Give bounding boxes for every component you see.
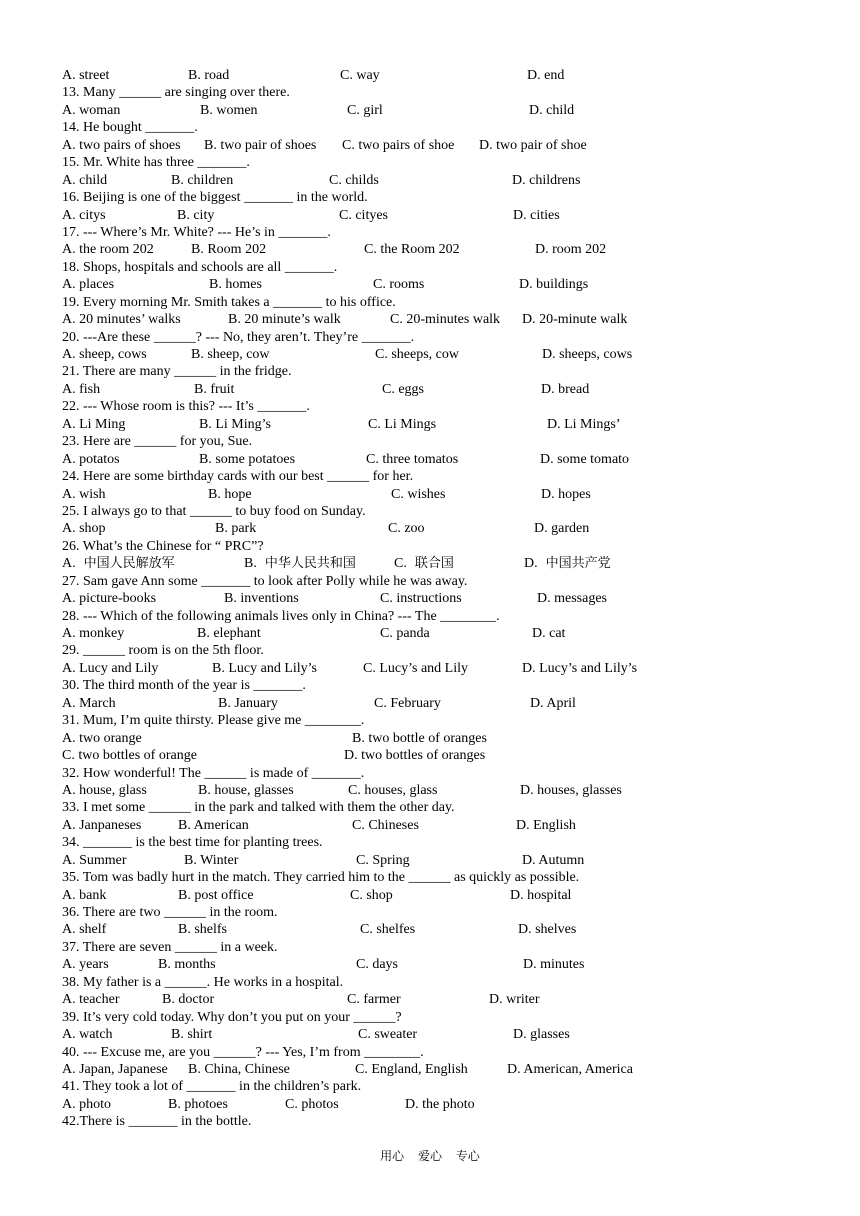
answer-option: D. Lucy’s and Lily’s xyxy=(522,660,638,676)
answer-option: B. sheep, cow xyxy=(191,347,270,362)
answer-option: A. bank xyxy=(62,887,107,903)
answer-options xyxy=(62,991,822,1008)
option-letter: C. xyxy=(394,556,407,572)
question-stem xyxy=(62,259,822,276)
answer-option: A. watch xyxy=(62,1027,113,1043)
answer-option: D. hospital xyxy=(510,887,572,903)
question-stem xyxy=(62,398,822,415)
question-stem xyxy=(62,608,822,625)
answer-options xyxy=(62,590,822,607)
option-text: 联合国 xyxy=(414,556,454,572)
question-text: 14. He bought _______. xyxy=(62,120,198,136)
answer-option: B. Lucy and Lily’s xyxy=(212,660,317,676)
answer-option: B. Li Ming’s xyxy=(199,416,271,432)
answer-option: D. two pair of shoe xyxy=(479,137,587,153)
answer-option: C. rooms xyxy=(373,277,425,293)
answer-options xyxy=(62,1026,822,1043)
answer-option: D. writer xyxy=(489,992,540,1008)
question-text: 41. They took a lot of _______ in the children’s park. xyxy=(62,1079,362,1095)
question-stem xyxy=(62,765,822,782)
question-text: 39. It’s very cold today. Why don’t you put on your ______? xyxy=(62,1009,402,1025)
question-text: 15. Mr. White has three _______. xyxy=(62,155,250,171)
question-text: 28. --- Which of the following animals lives only in China? --- The ________. xyxy=(62,608,500,624)
answer-option: D. American, America xyxy=(507,1061,633,1077)
question-text: 21. There are many ______ in the fridge. xyxy=(62,364,292,380)
answer-option: B. road xyxy=(188,68,230,83)
answer-option xyxy=(244,555,356,572)
answer-option: C. photos xyxy=(285,1096,339,1112)
option-text: 中国共产党 xyxy=(545,556,611,572)
answer-option: D. 20-minute walk xyxy=(522,312,628,328)
question-text: 40. --- Excuse me, are you ______? --- Yes, I’m from ________. xyxy=(62,1044,424,1060)
answer-options xyxy=(62,276,822,293)
answer-option: C. England, English xyxy=(355,1061,468,1077)
answer-option: B. city xyxy=(177,207,215,223)
answer-option: A. places xyxy=(62,277,115,293)
answer-options xyxy=(62,416,822,433)
answer-option: A. shop xyxy=(62,521,106,537)
answer-option: C. wishes xyxy=(391,486,446,502)
question-stem xyxy=(62,538,822,555)
answer-option: B. months xyxy=(158,957,216,973)
question-text: 20. ---Are these ______? --- No, they aren’t. They’re _______. xyxy=(62,329,415,345)
answer-option: A. shelf xyxy=(62,922,107,938)
answer-option: D. April xyxy=(530,695,576,711)
question-text: 26. What’s the Chinese for “ PRC”? xyxy=(62,538,264,554)
answer-option: D. cat xyxy=(532,626,566,641)
answer-option: D. English xyxy=(516,817,576,833)
option-letter: A. xyxy=(62,556,76,572)
answer-option: B. post office xyxy=(178,887,254,903)
question-stem xyxy=(62,119,822,136)
answer-option: D. glasses xyxy=(513,1027,570,1043)
answer-options xyxy=(62,1096,822,1113)
question-stem xyxy=(62,468,822,485)
answer-options xyxy=(62,887,822,904)
answer-option: C. two bottles of orange xyxy=(62,748,197,764)
answer-option: B. Room 202 xyxy=(191,242,267,258)
answer-option: A. fish xyxy=(62,381,101,397)
answer-option: A. street xyxy=(62,68,110,83)
answer-option: C. girl xyxy=(347,102,383,118)
answer-option: A. citys xyxy=(62,207,106,223)
answer-option: C. sweater xyxy=(358,1027,418,1043)
answer-option: D. childrens xyxy=(512,172,581,188)
answer-options xyxy=(62,486,822,503)
answer-option: D. garden xyxy=(534,521,590,537)
answer-option: C. eggs xyxy=(382,381,424,397)
question-stem xyxy=(62,224,822,241)
question-stem xyxy=(62,329,822,346)
question-text: 38. My father is a ______. He works in a hospital. xyxy=(62,974,344,990)
question-stem xyxy=(62,1009,822,1026)
question-stem xyxy=(62,503,822,520)
answer-option: B. hope xyxy=(208,486,252,502)
question-stem xyxy=(62,939,822,956)
answer-option: A. March xyxy=(62,695,116,711)
answer-option: C. shop xyxy=(350,887,393,903)
question-text: 36. There are two ______ in the room. xyxy=(62,905,278,920)
answer-option: A. house, glass xyxy=(62,782,147,798)
answer-option xyxy=(524,555,611,572)
answer-option: B. doctor xyxy=(162,992,215,1008)
question-stem xyxy=(62,904,822,921)
answer-option: C. way xyxy=(340,68,380,83)
answer-options xyxy=(62,311,822,328)
answer-option: D. shelves xyxy=(518,922,577,938)
question-text: 25. I always go to that ______ to buy food on Sunday. xyxy=(62,503,366,519)
answer-option: B. American xyxy=(178,817,249,833)
question-stem xyxy=(62,712,822,729)
question-stem xyxy=(62,1078,822,1095)
question-text: 22. --- Whose room is this? --- It’s _______. xyxy=(62,399,310,415)
question-stem xyxy=(62,1044,822,1061)
answer-options xyxy=(62,817,822,834)
answer-option: D. some tomato xyxy=(540,451,630,467)
answer-option xyxy=(394,555,454,572)
answer-option: A. monkey xyxy=(62,626,125,641)
answer-option: A. picture-books xyxy=(62,591,157,607)
question-stem xyxy=(62,573,822,590)
answer-options xyxy=(62,346,822,363)
option-letter: D. xyxy=(524,556,538,572)
answer-option: A. teacher xyxy=(62,992,120,1008)
question-text: 37. There are seven ______ in a week. xyxy=(62,939,278,955)
answer-option: C. Spring xyxy=(356,852,410,868)
question-text: 30. The third month of the year is _______. xyxy=(62,678,306,694)
answer-option: C. Li Mings xyxy=(368,416,437,432)
question-text: 34. _______ is the best time for planting trees. xyxy=(62,835,323,851)
question-stem xyxy=(62,154,822,171)
question-stem xyxy=(62,677,822,694)
answer-option: C. cityes xyxy=(339,207,388,223)
answer-options xyxy=(62,625,822,642)
answer-option: A. Li Ming xyxy=(62,416,126,432)
answer-option: B. house, glasses xyxy=(198,782,294,798)
answer-options xyxy=(62,660,822,677)
answer-option: D. bread xyxy=(541,381,590,397)
page-footer: 用心 爱心 专心 xyxy=(380,1149,480,1163)
answer-option: A. woman xyxy=(62,102,121,118)
answer-options xyxy=(62,381,822,398)
answer-option: C. three tomatos xyxy=(366,451,459,467)
answer-option: B. park xyxy=(215,521,257,537)
question-text: 16. Beijing is one of the biggest _______ in the world. xyxy=(62,190,368,206)
answer-option: A. Janpaneses xyxy=(62,817,142,833)
answer-options xyxy=(62,730,822,747)
question-text: 32. How wonderful! The ______ is made of _______. xyxy=(62,765,365,781)
answer-option: C. two pairs of shoe xyxy=(342,137,455,153)
answer-option: D. messages xyxy=(537,591,607,607)
answer-option: B. 20 minute’s walk xyxy=(228,312,341,328)
question-text: 17. --- Where’s Mr. White? --- He’s in _______. xyxy=(62,224,331,240)
answer-option: C. Chineses xyxy=(352,817,419,833)
answer-option: D. buildings xyxy=(519,277,589,293)
answer-option: A. wish xyxy=(62,486,106,502)
answer-option: C. panda xyxy=(380,626,430,641)
question-stem xyxy=(62,294,822,311)
answer-option: A. two pairs of shoes xyxy=(62,137,181,153)
answer-options xyxy=(62,747,822,764)
answer-option: D. end xyxy=(527,68,565,83)
question-text: 18. Shops, hospitals and schools are all _______. xyxy=(62,259,338,275)
option-text: 中国人民解放军 xyxy=(83,556,175,572)
answer-options xyxy=(62,137,822,154)
answer-option: A. sheep, cows xyxy=(62,347,147,362)
answer-option: D. hopes xyxy=(541,486,591,502)
answer-option: B. China, Chinese xyxy=(188,1061,290,1077)
answer-options xyxy=(62,241,822,258)
answer-option: D. two bottles of oranges xyxy=(344,748,486,764)
question-text: 19. Every morning Mr. Smith takes a _______ to his office. xyxy=(62,294,396,310)
question-stem xyxy=(62,642,822,659)
exercise-list xyxy=(62,67,822,1131)
answer-option: A. Lucy and Lily xyxy=(62,660,159,676)
answer-option: A. Japan, Japanese xyxy=(62,1061,168,1077)
answer-option: D. room 202 xyxy=(535,242,607,258)
answer-option: C. days xyxy=(356,957,398,973)
answer-option: A. photo xyxy=(62,1096,111,1112)
answer-option: B. children xyxy=(171,172,234,188)
answer-option: B. homes xyxy=(209,277,262,293)
answer-options xyxy=(62,555,822,572)
question-text: 35. Tom was badly hurt in the match. They carried him to the ______ as quickly as possible. xyxy=(62,870,580,886)
answer-option: A. years xyxy=(62,957,109,973)
answer-option xyxy=(62,555,175,572)
question-stem xyxy=(62,363,822,380)
answer-options xyxy=(62,451,822,468)
answer-options xyxy=(62,67,822,84)
question-stem xyxy=(62,84,822,101)
answer-options xyxy=(62,852,822,869)
answer-options xyxy=(62,782,822,799)
answer-option: C. sheeps, cow xyxy=(375,347,459,362)
answer-option: B. Winter xyxy=(184,852,239,868)
answer-option: D. Autumn xyxy=(522,852,585,868)
answer-option: B. elephant xyxy=(197,626,261,641)
answer-options xyxy=(62,102,822,119)
answer-option: B. women xyxy=(200,102,258,118)
answer-option: B. photoes xyxy=(168,1096,228,1112)
question-text: 24. Here are some birthday cards with our best ______ for her. xyxy=(62,469,414,485)
answer-option: B. inventions xyxy=(224,591,299,607)
question-text: 33. I met some ______ in the park and talked with them the other day. xyxy=(62,800,455,816)
answer-options xyxy=(62,172,822,189)
answer-options xyxy=(62,207,822,224)
question-stem xyxy=(62,433,822,450)
answer-option: A. child xyxy=(62,172,108,188)
question-text: 29. ______ room is on the 5th floor. xyxy=(62,643,264,659)
answer-option: C. Lucy’s and Lily xyxy=(363,660,468,676)
question-stem xyxy=(62,834,822,851)
answer-option: A. two orange xyxy=(62,730,142,746)
question-text: 13. Many ______ are singing over there. xyxy=(62,85,290,101)
answer-option: A. 20 minutes’ walks xyxy=(62,312,181,328)
answer-options xyxy=(62,1061,822,1078)
question-text: 23. Here are ______ for you, Sue. xyxy=(62,434,253,450)
answer-options xyxy=(62,956,822,973)
answer-option: B. shirt xyxy=(171,1027,213,1043)
answer-option: C. houses, glass xyxy=(348,782,438,798)
answer-options xyxy=(62,921,822,938)
answer-option: A. Summer xyxy=(62,852,127,868)
answer-option: A. potatos xyxy=(62,451,120,467)
answer-option: C. shelfes xyxy=(360,922,416,938)
option-letter: B. xyxy=(244,556,257,572)
answer-option: C. February xyxy=(374,695,441,711)
answer-options xyxy=(62,520,822,537)
question-stem xyxy=(62,799,822,816)
answer-option: D. cities xyxy=(513,207,560,223)
answer-option: C. zoo xyxy=(388,521,425,537)
question-text: 42.There is _______ in the bottle. xyxy=(62,1114,252,1130)
answer-option: D. the photo xyxy=(405,1096,475,1112)
answer-option: A. the room 202 xyxy=(62,242,154,258)
answer-option: D. houses, glasses xyxy=(520,782,622,798)
answer-option: C. 20-minutes walk xyxy=(390,312,501,328)
question-text: 27. Sam gave Ann some _______ to look after Polly while he was away. xyxy=(62,573,468,589)
question-stem xyxy=(62,974,822,991)
answer-option: D. sheeps, cows xyxy=(542,347,633,362)
question-text: 31. Mum, I’m quite thirsty. Please give me ________. xyxy=(62,713,365,729)
answer-option: B. January xyxy=(218,695,278,711)
question-stem xyxy=(62,1113,822,1130)
answer-option: B. some potatoes xyxy=(199,451,296,467)
answer-option: D. Li Mings’ xyxy=(547,416,621,432)
question-stem xyxy=(62,189,822,206)
answer-option: B. two bottle of oranges xyxy=(352,730,487,746)
answer-option: D. child xyxy=(529,102,575,118)
answer-option: C. the Room 202 xyxy=(364,242,460,258)
answer-option: C. instructions xyxy=(380,591,462,607)
answer-options xyxy=(62,695,822,712)
answer-option: C. farmer xyxy=(347,992,401,1008)
option-text: 中华人民共和国 xyxy=(264,556,356,572)
answer-option: D. minutes xyxy=(523,957,585,973)
answer-option: B. fruit xyxy=(194,381,235,397)
answer-option: B. shelfs xyxy=(178,922,227,938)
answer-option: B. two pair of shoes xyxy=(204,137,317,153)
answer-option: C. childs xyxy=(329,172,379,188)
question-stem xyxy=(62,869,822,886)
